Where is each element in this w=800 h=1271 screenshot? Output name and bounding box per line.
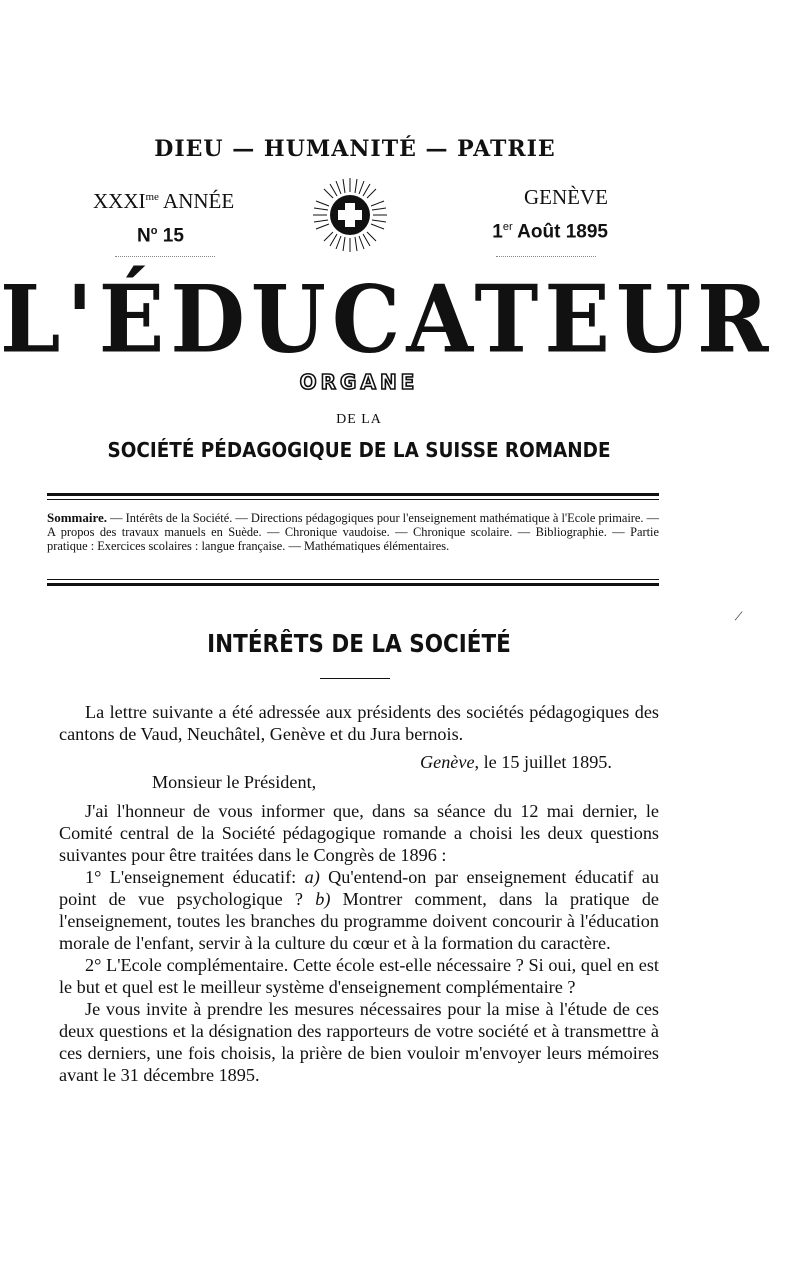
issue-date: 1er Août 1895 — [492, 221, 608, 243]
masthead-right — [478, 182, 608, 247]
rule-top-thick — [47, 493, 659, 496]
heading-rule — [320, 678, 390, 679]
stray-mark: / — [733, 607, 744, 626]
motto: DIEU — HUMANITÉ — PATRIE — [154, 136, 556, 162]
letter-dateline: Genève, le 15 juillet 1895. — [420, 752, 612, 772]
masthead-left — [93, 182, 234, 251]
article-intro — [59, 701, 659, 745]
society-name: SOCIÉTÉ PÉDAGOGIQUE DE LA SUISSE ROMANDE — [107, 438, 611, 462]
swiss-cross-sunburst-icon — [311, 176, 389, 254]
volume-year: $XXXI^{me}$ ANNÉE — [93, 189, 235, 213]
letter-paragraph-1: J'ai l'honneur de vous informer que, dans sa séance du 12 mai dernier, le Comité central de la Société pédagogique romande a choisi les deux questions suivantes pour être traitées dans le Congrès de 1896 : — [59, 801, 659, 865]
summary-text: — Intérêts de la Société. — Directions pédagogiques pour l'enseignement mathématique à l'Ecole primaire. — A propos des travaux manuels en Suède. — Chronique vaudoise. — Chronique scolaire. — Bibliographie. — Partie pratique : Exercices scolaires : langue française. — Mathématiques élémentaires. — [47, 511, 659, 553]
issue-number: $N^o$ 15 — [137, 225, 184, 247]
ornament-dotline-left — [115, 256, 215, 257]
letter-paragraph-2: Je vous invite à prendre les mesures nécessaires pour la mise à l'étude de ces deux questions et la désignation des rapporteurs de votre société et à transmettre à ces derniers, une fois choisis, la prière de bien vouloir m'envoyer leurs mémoires avant le 31 décembre 1895. — [59, 999, 659, 1085]
ornament-dotline-right — [496, 256, 596, 257]
rule-top-thin — [47, 499, 659, 500]
salutation: Monsieur le Président, — [152, 772, 317, 792]
letter-body — [59, 800, 659, 1086]
article-heading: INTÉRÊTS DE LA SOCIÉTÉ — [207, 629, 511, 658]
newspaper-title: L'ÉDUCATEUR — [0, 264, 775, 374]
city: GENÈVE — [524, 185, 608, 209]
rule-bottom-thin — [47, 579, 659, 580]
question-1: 1° L'enseignement éducatif: a) Qu'entend-on par enseignement éducatif au point de vue psychologique ? b) Montrer comment, dans la pratique de l'enseignement, toutes les branches du programme doivent concourir à l'éducation morale de l'enfant, servir à la culture du cœur et à la formation du caractère. — [59, 867, 660, 953]
question-2: 2° L'Ecole complémentaire. Cette école est-elle nécessaire ? Si oui, quel en est le but et quel est le meilleur système d'enseignement complémentaire ? — [59, 955, 659, 997]
rule-bottom-thick — [47, 583, 659, 586]
intro-paragraph: La lettre suivante a été adressée aux présidents des sociétés pédagogiques des cantons de Vaud, Neuchâtel, Genève et du Jura bernois. — [59, 702, 659, 744]
summary-label: Sommaire. — [47, 510, 108, 525]
summary — [47, 511, 659, 553]
organ-label: ORGANE — [299, 370, 419, 394]
de-la: DE LA — [336, 412, 382, 427]
